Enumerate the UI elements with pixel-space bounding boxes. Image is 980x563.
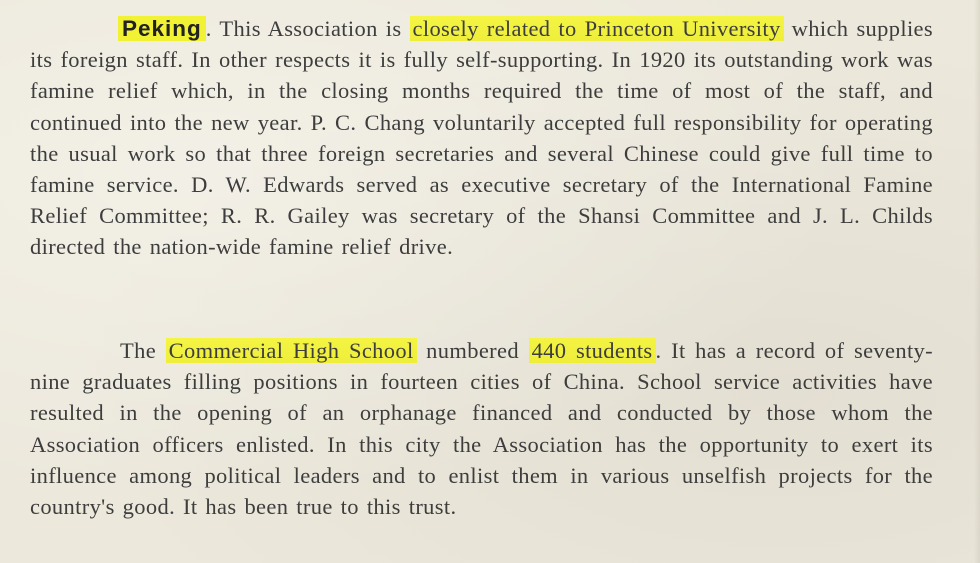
paragraph-commercial-school [30,335,933,522]
text-segment: numbered [416,338,529,363]
highlight-peking: Peking [118,16,206,41]
text-segment: . This Association is [205,16,410,41]
page-edge-shadow [974,0,980,563]
paragraph-peking-text [30,13,933,263]
text-segment: . It has a record of seventy-nine graduates filling positions in fourteen cities of China. School service activities have resulted in the opening of an orphanage financed and conducted by those whom the Association officers enlisted. In this city the Association has the opportunity to exert its influence among political leaders and to enlist them in various unselfish projects for the country's good. It has been true to this trust. [30,338,933,520]
text-segment: which supplies its foreign staff. In other respects it is fully self-supporting. In 1920 its outstanding work was famine relief which, in the closing months required the time of most of the staff, and continued into the new year. P. C. Chang voluntarily accepted full responsibility for operating the usual work so that three foreign secretaries and several Chinese could give full time to famine service. D. W. Edwards served as executive secretary of the International Famine Relief Committee; R. R. Gailey was secretary of the Shansi Committee and J. L. Childs directed the nation-wide famine relief drive. [30,16,933,260]
paragraph-peking [30,13,933,263]
highlight-princeton: closely related to Princeton University [410,16,784,41]
highlight-commercial-high-school: Commercial High School [166,338,417,363]
text-segment: The [120,338,166,363]
highlight-440-students: 440 students [529,338,656,363]
paragraph-commercial-school-text [30,335,933,522]
lead-word-peking [30,16,206,41]
